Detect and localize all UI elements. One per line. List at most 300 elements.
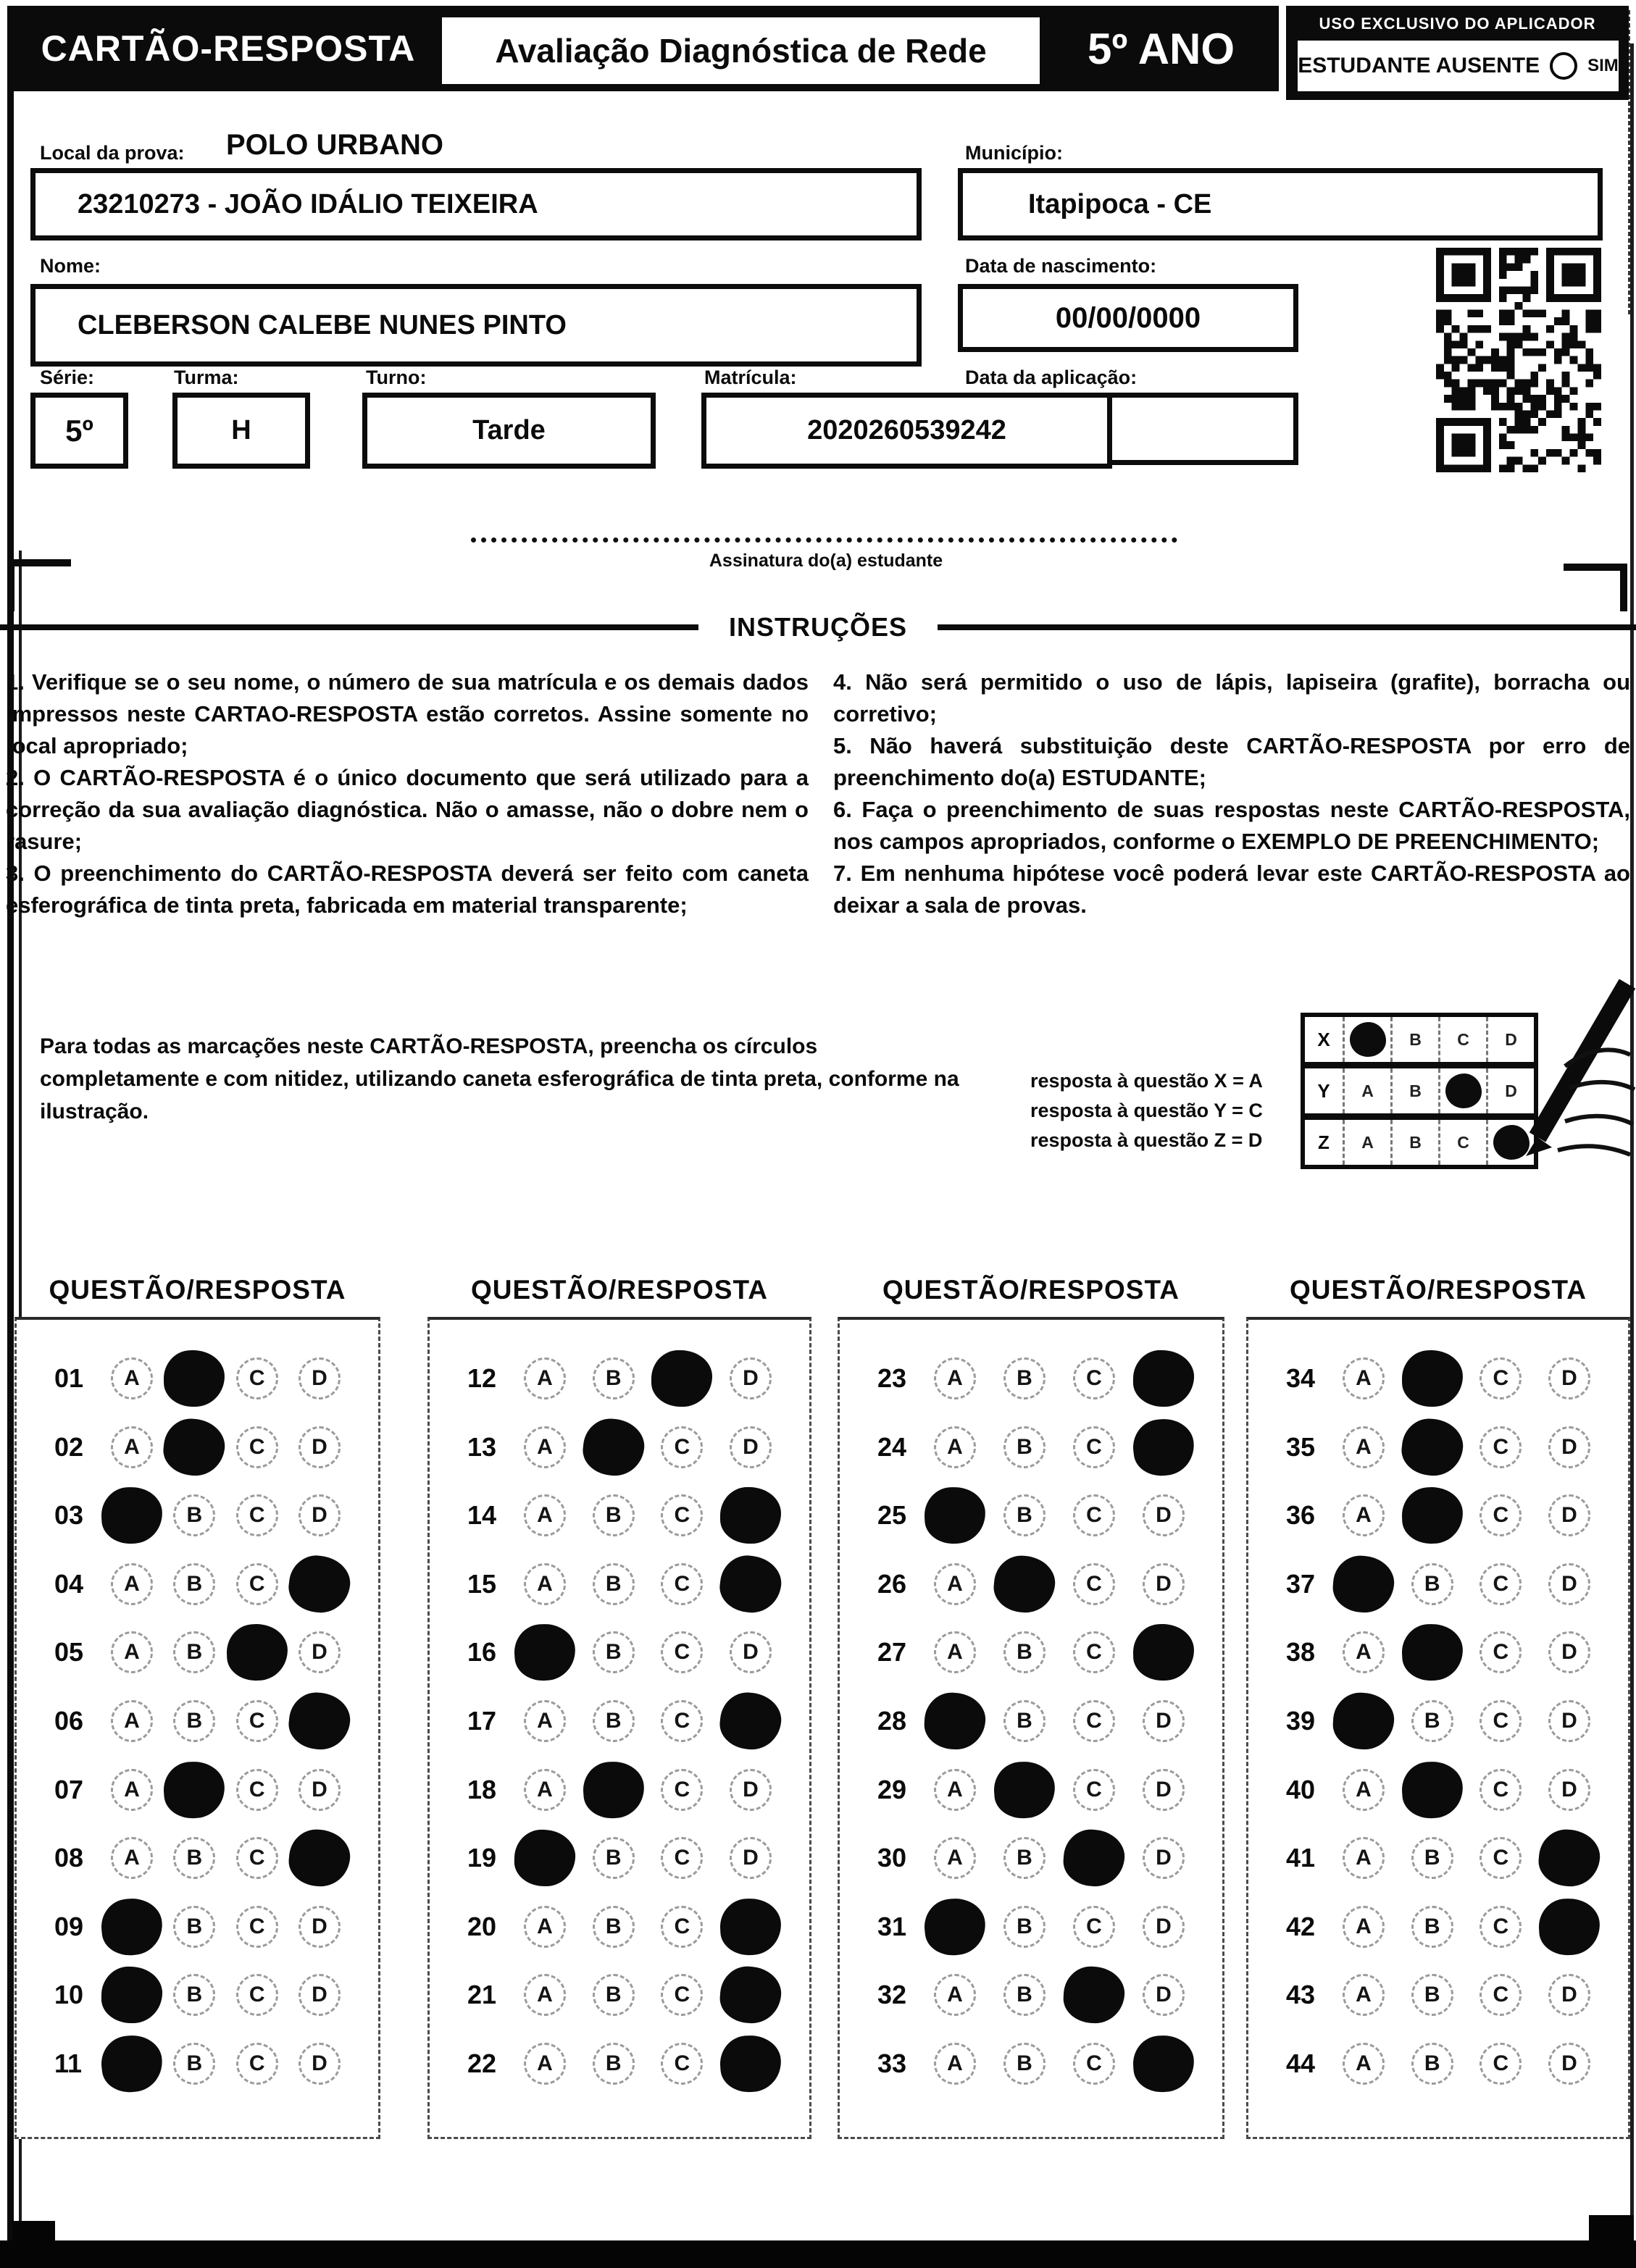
bubble-q37-A[interactable] [1332, 1553, 1395, 1615]
bubble-q41-A[interactable] [1332, 1827, 1395, 1889]
empty-bubble [1073, 1494, 1115, 1536]
bubble-q38-D[interactable] [1538, 1621, 1600, 1683]
bubble-q14-C[interactable] [651, 1484, 713, 1547]
filled-bubble [717, 1552, 785, 1616]
name-box [30, 284, 922, 367]
empty-bubble [1548, 1974, 1590, 2016]
bubble-q17-B[interactable] [583, 1690, 645, 1752]
bubble-q15-B[interactable] [583, 1553, 645, 1615]
bubble-q02-B[interactable] [163, 1416, 225, 1478]
bubble-q27-A[interactable] [924, 1621, 986, 1683]
empty-bubble [593, 2043, 635, 2085]
bubble-q17-D[interactable] [719, 1690, 782, 1752]
bubble-q08-B[interactable] [163, 1827, 225, 1889]
bubble-q23-D[interactable] [1132, 1347, 1195, 1410]
option-letter: B [186, 1571, 203, 1596]
empty-bubble [1343, 1631, 1385, 1673]
empty-bubble [661, 1769, 703, 1811]
bubble-q04-C[interactable] [226, 1553, 288, 1615]
bubble-q24-A[interactable] [924, 1416, 986, 1478]
signature-line[interactable] [471, 537, 1177, 543]
options-group [101, 1484, 361, 1547]
empty-bubble [1480, 1563, 1522, 1605]
bubble-q01-C[interactable] [226, 1347, 288, 1410]
bubble-q42-D[interactable] [1538, 1896, 1600, 1958]
question-row-10 [34, 1964, 361, 2026]
bubble-q15-C[interactable] [651, 1553, 713, 1615]
empty-bubble [661, 1426, 703, 1468]
bubble-q10-B[interactable] [163, 1964, 225, 2026]
bubble-q23-A[interactable] [924, 1347, 986, 1410]
bubble-q05-C[interactable] [226, 1621, 288, 1683]
empty-bubble [111, 1700, 153, 1742]
empty-bubble [524, 2043, 566, 2085]
filled-bubble [1399, 1415, 1466, 1478]
absent-bubble[interactable] [1550, 52, 1577, 80]
bubble-q31-C[interactable] [1063, 1896, 1125, 1958]
bubble-q13-B[interactable] [583, 1416, 645, 1478]
empty-bubble [1480, 1906, 1522, 1948]
bubble-q26-B[interactable] [993, 1553, 1056, 1615]
bubble-q29-C[interactable] [1063, 1759, 1125, 1821]
bubble-q10-A[interactable] [101, 1964, 163, 2026]
instruction-item: 7. Em nenhuma hipótese você poderá levar este CARTÃO-RESPOSTA ao deixar a sala de provas. [833, 861, 1630, 918]
bubble-q07-B[interactable] [163, 1759, 225, 1821]
bubble-q03-B[interactable] [163, 1484, 225, 1547]
bubble-q22-B[interactable] [583, 2033, 645, 2095]
bubble-q01-D[interactable] [288, 1347, 351, 1410]
bubble-q03-D[interactable] [288, 1484, 351, 1547]
bubble-q18-D[interactable] [719, 1759, 782, 1821]
bubble-q41-C[interactable] [1469, 1827, 1532, 1889]
bubble-q08-A[interactable] [101, 1827, 163, 1889]
bubble-q09-B[interactable] [163, 1896, 225, 1958]
empty-bubble [730, 1426, 772, 1468]
bubble-q13-C[interactable] [651, 1416, 713, 1478]
bubble-q20-C[interactable] [651, 1896, 713, 1958]
bubble-q39-D[interactable] [1538, 1690, 1600, 1752]
empty-bubble [661, 1494, 703, 1536]
options-group [514, 1347, 792, 1410]
question-number: 14 [467, 1500, 497, 1531]
example-question-label: X [1317, 1028, 1330, 1050]
bubble-q17-A[interactable] [514, 1690, 576, 1752]
option-letter: B [1017, 1846, 1032, 1870]
column-header-4: QUESTÃO/RESPOSTA [1289, 1275, 1587, 1305]
bubble-q14-A[interactable] [514, 1484, 576, 1547]
bubble-q22-D[interactable] [719, 2033, 782, 2095]
bubble-q32-B[interactable] [993, 1964, 1056, 2026]
empty-bubble [236, 1769, 278, 1811]
filled-bubble [720, 1487, 781, 1544]
bubble-q29-B[interactable] [993, 1759, 1056, 1821]
bubble-q34-A[interactable] [1332, 1347, 1395, 1410]
signature-label: Assinatura do(a) estudante [709, 551, 943, 571]
options-group [101, 1347, 361, 1410]
empty-bubble [730, 1769, 772, 1811]
bubble-q12-D[interactable] [719, 1347, 782, 1410]
option-letter: B [1424, 2051, 1440, 2075]
name-label: Nome: [40, 255, 101, 277]
bubble-q32-D[interactable] [1132, 1964, 1195, 2026]
bubble-q38-A[interactable] [1332, 1621, 1395, 1683]
bubble-q28-B[interactable] [993, 1690, 1056, 1752]
bubble-q11-D[interactable] [288, 2033, 351, 2095]
bubble-q38-B[interactable] [1401, 1621, 1464, 1683]
bubble-q27-B[interactable] [993, 1621, 1056, 1683]
option-letter: A [537, 1366, 553, 1390]
bubble-q01-A[interactable] [101, 1347, 163, 1410]
filled-bubble [1400, 1759, 1464, 1820]
option-letter: C [1493, 1777, 1509, 1802]
question-row-03 [34, 1484, 361, 1547]
bubble-q33-A[interactable] [924, 2033, 986, 2095]
bubble-q11-B[interactable] [163, 2033, 225, 2095]
empty-bubble [661, 1631, 703, 1673]
empty-bubble [1143, 1700, 1185, 1742]
bubble-q22-C[interactable] [651, 2033, 713, 2095]
bubble-q18-A[interactable] [514, 1759, 576, 1821]
options-group [101, 1896, 361, 1958]
empty-bubble [1073, 2043, 1115, 2085]
bubble-q18-C[interactable] [651, 1759, 713, 1821]
options-group [1332, 2033, 1611, 2095]
turno-box [362, 393, 656, 469]
bubble-q43-B[interactable] [1401, 1964, 1464, 2026]
option-letter: B [605, 1640, 622, 1665]
bubble-q06-B[interactable] [163, 1690, 225, 1752]
empty-bubble [236, 1426, 278, 1468]
bubble-q16-C[interactable] [651, 1621, 713, 1683]
question-row-33 [857, 2033, 1205, 2095]
bubble-q34-C[interactable] [1469, 1347, 1532, 1410]
bubble-q10-C[interactable] [226, 1964, 288, 2026]
option-letter: D [1561, 1571, 1577, 1596]
bubble-q42-C[interactable] [1469, 1896, 1532, 1958]
bubble-q12-B[interactable] [583, 1347, 645, 1410]
bubble-q13-D[interactable] [719, 1416, 782, 1478]
bubble-q08-C[interactable] [226, 1827, 288, 1889]
bubble-q30-D[interactable] [1132, 1827, 1195, 1889]
bubble-q21-C[interactable] [651, 1964, 713, 2026]
bubble-q08-D[interactable] [288, 1827, 351, 1889]
bubble-q09-D[interactable] [288, 1896, 351, 1958]
bubble-q09-C[interactable] [226, 1896, 288, 1958]
options-group [1332, 1484, 1611, 1547]
option-letter: C [1086, 1708, 1102, 1733]
empty-bubble [593, 1974, 635, 2016]
options-group [924, 1896, 1205, 1958]
options-group [514, 1484, 792, 1547]
question-row-18 [447, 1759, 792, 1821]
empty-bubble [173, 1700, 215, 1742]
question-row-05 [34, 1621, 361, 1683]
empty-bubble [299, 1494, 341, 1536]
empty-bubble [1003, 1837, 1046, 1879]
bubble-q16-D[interactable] [719, 1621, 782, 1683]
bubble-q23-C[interactable] [1063, 1347, 1125, 1410]
bubble-q29-A[interactable] [924, 1759, 986, 1821]
bubble-q13-A[interactable] [514, 1416, 576, 1478]
header-bar [7, 6, 1279, 91]
option-letter: B [605, 1914, 622, 1938]
bubble-q28-D[interactable] [1132, 1690, 1195, 1752]
local-label: Local da prova: [40, 142, 185, 164]
bubble-q21-A[interactable] [514, 1964, 576, 2026]
bubble-q10-D[interactable] [288, 1964, 351, 2026]
bubble-q11-A[interactable] [101, 2033, 163, 2095]
bubble-q26-A[interactable] [924, 1553, 986, 1615]
option-letter: C [249, 2051, 265, 2075]
bubble-q41-D[interactable] [1538, 1827, 1600, 1889]
question-row-23 [857, 1347, 1205, 1410]
bubble-q15-D[interactable] [719, 1553, 782, 1615]
empty-bubble [111, 1357, 153, 1399]
bubble-q44-C[interactable] [1469, 2033, 1532, 2095]
bubble-q25-B[interactable] [993, 1484, 1056, 1547]
example-option-B [1390, 1017, 1438, 1062]
bubble-q40-C[interactable] [1469, 1759, 1532, 1821]
bubble-q25-A[interactable] [924, 1484, 986, 1547]
bubble-q24-B[interactable] [993, 1416, 1056, 1478]
question-row-44 [1266, 2033, 1611, 2095]
bubble-q07-D[interactable] [288, 1759, 351, 1821]
question-row-21 [447, 1964, 792, 2026]
registration-line-left [7, 29, 14, 2240]
matricula-value: 2020260539242 [807, 415, 1006, 445]
bubble-q20-A[interactable] [514, 1896, 576, 1958]
bubble-q35-A[interactable] [1332, 1416, 1395, 1478]
empty-bubble [1411, 2043, 1453, 2085]
bubble-q44-A[interactable] [1332, 2033, 1395, 2095]
option-letter: D [743, 1846, 759, 1870]
filled-bubble [992, 1759, 1056, 1820]
options-group [1332, 1621, 1611, 1683]
empty-bubble [1548, 1769, 1590, 1811]
option-letter: A [947, 1571, 963, 1596]
option-letter: D [1156, 1914, 1172, 1938]
bubble-q12-A[interactable] [514, 1347, 576, 1410]
empty-bubble [593, 1357, 635, 1399]
empty-bubble [1073, 1906, 1115, 1948]
answer-column-3 [838, 1317, 1224, 2139]
bubble-q35-D[interactable] [1538, 1416, 1600, 1478]
bubble-q29-D[interactable] [1132, 1759, 1195, 1821]
bubble-q40-A[interactable] [1332, 1759, 1395, 1821]
bubble-q43-C[interactable] [1469, 1964, 1532, 2026]
bubble-q31-A[interactable] [924, 1896, 986, 1958]
filled-bubble [1132, 1349, 1194, 1407]
filled-bubble [718, 2033, 782, 2094]
bubble-q34-D[interactable] [1538, 1347, 1600, 1410]
option-letter: A [1356, 1434, 1372, 1459]
bubble-q03-A[interactable] [101, 1484, 163, 1547]
bubble-q18-B[interactable] [583, 1759, 645, 1821]
question-row-01 [34, 1347, 361, 1410]
bubble-q07-C[interactable] [226, 1759, 288, 1821]
bubble-q19-B[interactable] [583, 1827, 645, 1889]
bubble-q21-D[interactable] [719, 1964, 782, 2026]
bubble-q39-B[interactable] [1401, 1690, 1464, 1752]
bubble-q02-D[interactable] [288, 1416, 351, 1478]
example-legend-line: resposta à questão X = A [1030, 1070, 1263, 1092]
bubble-q21-B[interactable] [583, 1964, 645, 2026]
bubble-q24-D[interactable] [1132, 1416, 1195, 1478]
bubble-q07-A[interactable] [101, 1759, 163, 1821]
bubble-q32-A[interactable] [924, 1964, 986, 2026]
empty-bubble [1003, 1974, 1046, 2016]
option-letter: A [124, 1571, 140, 1596]
example-option-B [1390, 1068, 1438, 1113]
bubble-q05-A[interactable] [101, 1621, 163, 1683]
bubble-q33-B[interactable] [993, 2033, 1056, 2095]
option-letter: B [605, 1366, 622, 1390]
empty-bubble [173, 1837, 215, 1879]
empty-bubble [1480, 1769, 1522, 1811]
bubble-q01-B[interactable] [163, 1347, 225, 1410]
bubble-q15-A[interactable] [514, 1553, 576, 1615]
bubble-q28-A[interactable] [924, 1690, 986, 1752]
bubble-q44-D[interactable] [1538, 2033, 1600, 2095]
bubble-q06-C[interactable] [226, 1690, 288, 1752]
question-number: 30 [877, 1843, 907, 1873]
bubble-q43-A[interactable] [1332, 1964, 1395, 2026]
bubble-q16-A[interactable] [514, 1621, 576, 1683]
bubble-q37-D[interactable] [1538, 1553, 1600, 1615]
bubble-q43-D[interactable] [1538, 1964, 1600, 2026]
filled-bubble [1331, 1554, 1395, 1615]
bubble-q22-A[interactable] [514, 2033, 576, 2095]
options-group [514, 1827, 792, 1889]
bubble-q32-C[interactable] [1063, 1964, 1125, 2026]
question-number: 06 [54, 1705, 84, 1736]
bubble-q26-D[interactable] [1132, 1553, 1195, 1615]
option-letter: C [1493, 2051, 1509, 2075]
option-letter: C [674, 1503, 690, 1528]
option-letter: B [1424, 1846, 1440, 1870]
bubble-q17-C[interactable] [651, 1690, 713, 1752]
bubble-q05-D[interactable] [288, 1621, 351, 1683]
question-number: 20 [467, 1911, 497, 1941]
bubble-q24-C[interactable] [1063, 1416, 1125, 1478]
bubble-q39-C[interactable] [1469, 1690, 1532, 1752]
bubble-q25-C[interactable] [1063, 1484, 1125, 1547]
empty-bubble [593, 1631, 635, 1673]
bubble-q02-C[interactable] [226, 1416, 288, 1478]
option-letter: D [312, 1366, 327, 1390]
empty-bubble [934, 2043, 976, 2085]
bubble-q37-C[interactable] [1469, 1553, 1532, 1615]
question-row-24 [857, 1416, 1205, 1478]
bubble-q30-A[interactable] [924, 1827, 986, 1889]
bubble-q02-A[interactable] [101, 1416, 163, 1478]
option-letter: C [249, 1914, 265, 1938]
empty-bubble [1480, 1700, 1522, 1742]
question-number: 36 [1286, 1500, 1316, 1531]
question-row-30 [857, 1827, 1205, 1889]
empty-bubble [111, 1631, 153, 1673]
bubble-q36-B[interactable] [1401, 1484, 1464, 1547]
bubble-q35-C[interactable] [1469, 1416, 1532, 1478]
bubble-q36-C[interactable] [1469, 1484, 1532, 1547]
bubble-q40-B[interactable] [1401, 1759, 1464, 1821]
question-number: 35 [1286, 1431, 1316, 1462]
bubble-q11-C[interactable] [226, 2033, 288, 2095]
bubble-q19-C[interactable] [651, 1827, 713, 1889]
bubble-q37-B[interactable] [1401, 1553, 1464, 1615]
bubble-q04-B[interactable] [163, 1553, 225, 1615]
empty-bubble [524, 1426, 566, 1468]
bubble-q30-C[interactable] [1063, 1827, 1125, 1889]
bubble-q30-B[interactable] [993, 1827, 1056, 1889]
bubble-q19-D[interactable] [719, 1827, 782, 1889]
bubble-q38-C[interactable] [1469, 1621, 1532, 1683]
options-group [101, 1621, 361, 1683]
bubble-q09-A[interactable] [101, 1896, 163, 1958]
option-letter: A [537, 1571, 553, 1596]
bubble-q27-D[interactable] [1132, 1621, 1195, 1683]
bubble-q36-A[interactable] [1332, 1484, 1395, 1547]
bubble-q27-C[interactable] [1063, 1621, 1125, 1683]
absent-row [1298, 41, 1619, 91]
bubble-q34-B[interactable] [1401, 1347, 1464, 1410]
bubble-q23-B[interactable] [993, 1347, 1056, 1410]
registration-bar-bottom [0, 2240, 1636, 2268]
bubble-q03-C[interactable] [226, 1484, 288, 1547]
bubble-q31-B[interactable] [993, 1896, 1056, 1958]
absent-label: ESTUDANTE AUSENTE [1298, 54, 1540, 78]
empty-bubble [1343, 1769, 1385, 1811]
bubble-q25-D[interactable] [1132, 1484, 1195, 1547]
bubble-q20-D[interactable] [719, 1896, 782, 1958]
filled-bubble [717, 1690, 784, 1752]
question-row-31 [857, 1896, 1205, 1958]
bubble-q05-B[interactable] [163, 1621, 225, 1683]
question-number: 08 [54, 1843, 84, 1873]
bubble-q40-D[interactable] [1538, 1759, 1600, 1821]
bubble-q04-D[interactable] [288, 1553, 351, 1615]
bubble-q06-D[interactable] [288, 1690, 351, 1752]
bubble-q35-B[interactable] [1401, 1416, 1464, 1478]
bubble-q20-B[interactable] [583, 1896, 645, 1958]
bubble-q36-D[interactable] [1538, 1484, 1600, 1547]
bubble-q06-A[interactable] [101, 1690, 163, 1752]
options-group [1332, 1896, 1611, 1958]
option-letter: D [1561, 1640, 1577, 1665]
bubble-q14-B[interactable] [583, 1484, 645, 1547]
bubble-q33-D[interactable] [1132, 2033, 1195, 2095]
bubble-q33-C[interactable] [1063, 2033, 1125, 2095]
bubble-q31-D[interactable] [1132, 1896, 1195, 1958]
bubble-q19-A[interactable] [514, 1827, 576, 1889]
bubble-q44-B[interactable] [1401, 2033, 1464, 2095]
bubble-q04-A[interactable] [101, 1553, 163, 1615]
filled-bubble [922, 1896, 988, 1958]
bubble-q42-B[interactable] [1401, 1896, 1464, 1958]
empty-bubble [593, 1906, 635, 1948]
option-letter: B [1409, 1132, 1422, 1152]
bubble-q12-C[interactable] [651, 1347, 713, 1410]
bubble-q28-C[interactable] [1063, 1690, 1125, 1752]
question-number: 22 [467, 2048, 497, 2078]
bubble-q41-B[interactable] [1401, 1827, 1464, 1889]
bubble-q14-D[interactable] [719, 1484, 782, 1547]
bubble-q42-A[interactable] [1332, 1896, 1395, 1958]
question-row-40 [1266, 1759, 1611, 1821]
bubble-q39-A[interactable] [1332, 1690, 1395, 1752]
bubble-q16-B[interactable] [583, 1621, 645, 1683]
bubble-q26-C[interactable] [1063, 1553, 1125, 1615]
